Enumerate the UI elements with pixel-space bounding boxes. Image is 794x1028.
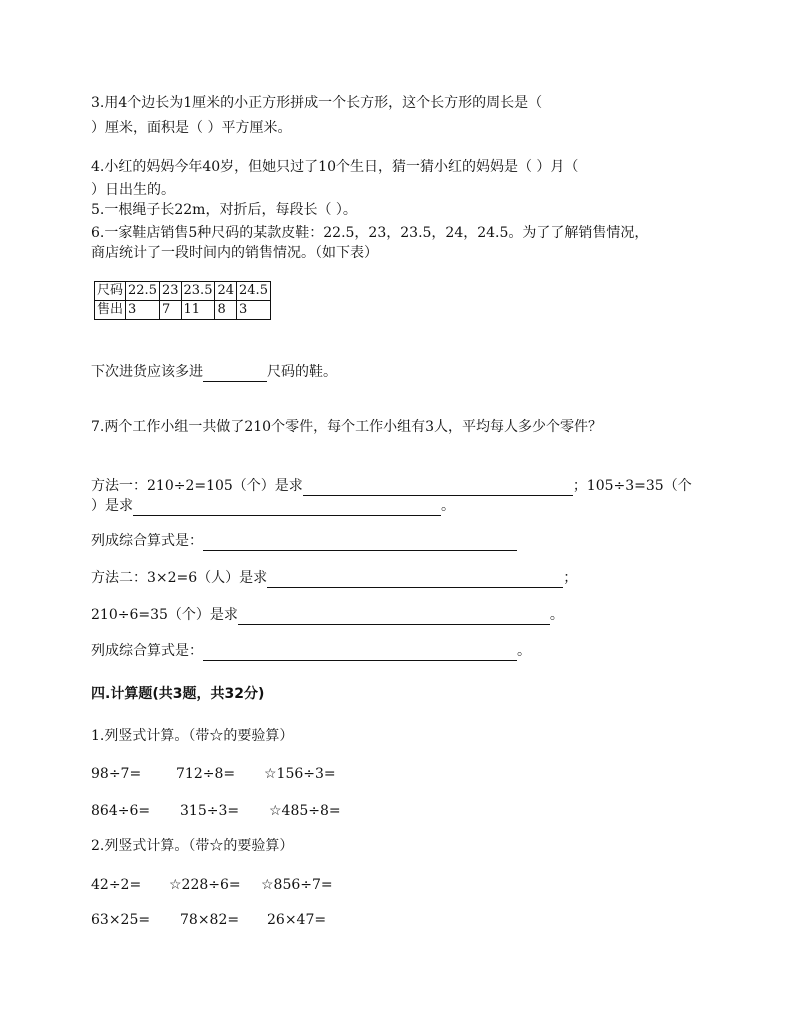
answer-blank[interactable] — [267, 573, 563, 588]
section-title: 四.计算题(共3题，共32分) — [91, 686, 265, 702]
answer-blank[interactable] — [238, 610, 550, 625]
calc-item: ☆485÷8= — [269, 803, 341, 819]
q7-method2-line1 — [91, 568, 577, 588]
calc2-title: 2.列竖式计算。（带☆的要验算） — [91, 838, 294, 854]
answer-blank[interactable] — [203, 646, 517, 661]
calc1-row1 — [91, 764, 336, 784]
table-cell: 售出 — [95, 301, 126, 320]
q7-combined2-label: 列成综合算式是： — [91, 643, 203, 659]
calc-item: 98÷7= — [91, 766, 142, 782]
q7-combined1 — [91, 531, 517, 551]
q7-m1-c: ）是求 — [91, 498, 133, 514]
table-cell: 3 — [126, 301, 160, 320]
q7-m2-a: 方法二：3×2=6（人）是求 — [91, 570, 268, 586]
q3-line2: ）厘米，面积是（ ）平方厘米。 — [91, 120, 292, 136]
calc-item: 712÷8= — [176, 766, 236, 782]
q7-m2-end: 。 — [549, 607, 564, 623]
table-row — [95, 282, 271, 301]
q7-question: 7.两个工作小组一共做了210个零件，每个工作小组有3人，平均每人多少个零件？ — [91, 419, 602, 435]
answer-blank[interactable] — [133, 501, 441, 516]
table-cell: 7 — [159, 301, 181, 320]
calc-item: ☆156÷3= — [264, 766, 336, 782]
q5-line1: 5.一根绳子长22m，对折后，每段长（ ）。 — [91, 202, 357, 218]
calc-item: ☆856÷7= — [261, 877, 333, 893]
q7-method1-line1 — [91, 476, 692, 496]
table-cell: 11 — [181, 301, 215, 320]
table-cell: 尺码 — [95, 282, 126, 301]
q7-combined2 — [91, 641, 531, 661]
q7-combined2-end: 。 — [517, 643, 531, 659]
table-cell: 23.5 — [181, 282, 215, 301]
calc1-title: 1.列竖式计算。（带☆的要验算） — [91, 728, 294, 744]
q6-line2: 商店统计了一段时间内的销售情况。（如下表） — [91, 245, 378, 261]
calc2-row1 — [91, 875, 333, 895]
calc-item: 42÷2= — [91, 877, 142, 893]
table-cell: 8 — [215, 301, 237, 320]
calc2-row2 — [91, 910, 326, 930]
answer-blank[interactable] — [203, 367, 267, 382]
q4-line2: ）日出生的。 — [91, 182, 175, 198]
answer-blank[interactable] — [203, 536, 517, 551]
calc-item: ☆228÷6= — [169, 877, 241, 893]
q7-m1-end: 。 — [441, 498, 455, 514]
table-cell: 22.5 — [126, 282, 160, 301]
calc1-row2 — [91, 801, 341, 821]
q6-answer-suffix: 尺码的鞋。 — [267, 364, 337, 380]
q6-line1: 6.一家鞋店销售5种尺码的某款皮鞋：22.5，23，23.5，24，24.5。为了了解销售情况， — [91, 225, 649, 241]
calc-item: 63×25= — [91, 912, 151, 928]
table-cell: 24.5 — [237, 282, 271, 301]
q7-m1-a: 方法一：210÷2=105（个）是求 — [91, 478, 303, 494]
table-cell: 3 — [237, 301, 271, 320]
q7-m1-b: ；105÷3=35（个 — [572, 478, 692, 494]
q7-combined1-label: 列成综合算式是： — [91, 533, 203, 549]
q3-line1: 3.用4个边长为1厘米的小正方形拼成一个长方形，这个长方形的周长是（ — [91, 95, 543, 111]
table-cell: 23 — [159, 282, 181, 301]
q6-answer-prefix: 下次进货应该多进 — [91, 364, 203, 380]
sales-table — [94, 281, 271, 320]
calc-item: 78×82= — [180, 912, 240, 928]
q7-method2-line2 — [91, 605, 564, 625]
q7-m2-c: 210÷6=35（个）是求 — [91, 607, 238, 623]
q7-method1-line2 — [91, 496, 455, 516]
table-row — [95, 301, 271, 320]
q7-m2-b: ； — [563, 570, 578, 586]
table-cell: 24 — [215, 282, 237, 301]
answer-blank[interactable] — [303, 481, 573, 496]
calc-item: 315÷3= — [180, 803, 240, 819]
calc-item: 864÷6= — [91, 803, 151, 819]
calc-item: 26×47= — [267, 912, 327, 928]
q6-answer — [91, 362, 337, 382]
q4-line1: 4.小红的妈妈今年40岁，但她只过了10个生日，猜一猜小红的妈妈是（ ）月（ — [91, 159, 579, 175]
